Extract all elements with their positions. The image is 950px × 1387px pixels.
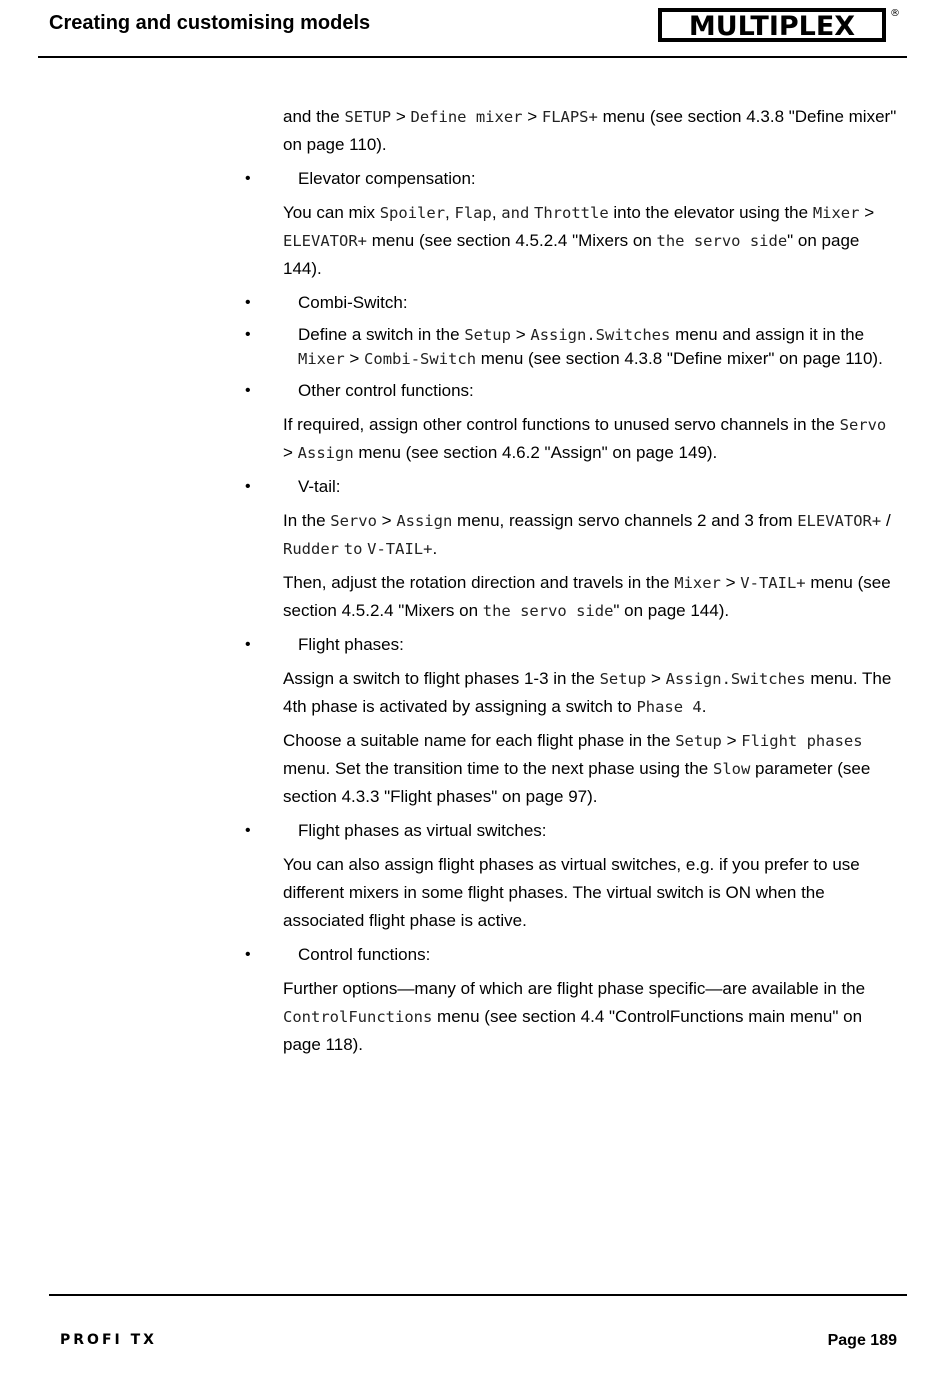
page-content xyxy=(245,103,900,1065)
paragraph-vtail-adjust: Then, adjust the rotation direction and travels in the Mixer > V-TAIL+ menu (see section 4.5.2.4 "Mixers on the servo side" on page 144). xyxy=(283,573,891,620)
bullet-virtual-switches: • Flight phases as virtual switches: xyxy=(283,817,900,845)
bullet-control-functions: • Control functions: xyxy=(283,941,900,969)
bullet-combi-switch: • Combi-Switch: xyxy=(283,289,900,317)
paragraph-elevator-mix: You can mix Spoiler, Flap, and Throttle into the elevator using the Mixer > ELEVATOR+ menu (see section 4.5.2.4 "Mixers on the servo side" on page 144). xyxy=(283,203,875,278)
paragraph-virtual-switches: You can also assign flight phases as virtual switches, e.g. if you prefer to use different mixers in some flight phases. The virtual switch is ON when the associated flight phase is active. xyxy=(283,855,860,930)
paragraph-phase-name: Choose a suitable name for each flight phase in the Setup > Flight phases menu. Set the transition time to the next phase using the Slow parameter (see section 4.3.3 "Flight phases" on page 97). xyxy=(283,731,871,806)
bullet-other-control-functions: • Other control functions: xyxy=(283,377,900,405)
paragraph-vtail-assign: In the Servo > Assign menu, reassign servo channels 2 and 3 from ELEVATOR+ / Rudder to V-TAIL+. xyxy=(283,511,891,558)
page-number: Page 189 xyxy=(827,1332,897,1349)
footer-rule xyxy=(49,1294,907,1296)
bullet-dot: • xyxy=(245,478,251,495)
logo-text: MULTIPLEX xyxy=(688,11,856,42)
bullet-flight-phases: • Flight phases: xyxy=(283,631,900,659)
bullet-dot: • xyxy=(245,946,251,963)
bullet-dot: • xyxy=(245,170,251,187)
bullet-dot: • xyxy=(245,822,251,839)
paragraph-assign-other: If required, assign other control functions to unused servo channels in the Servo > Assign menu (see section 4.6.2 "Assign" on page 149). xyxy=(283,415,887,462)
header-title: Creating and customising models xyxy=(49,12,371,34)
bullet-v-tail: • V-tail: xyxy=(283,473,900,501)
footer-product: PROFI TX xyxy=(60,1332,157,1348)
bullet-dot: • xyxy=(245,294,251,311)
bullet-dot: • xyxy=(245,636,251,653)
bullet-define-switch: • Define a switch in the Setup > Assign.Switches menu and assign it in the Mixer > Combi-Switch menu (see section 4.3.8 "Define mixer" on page 110). xyxy=(245,325,883,368)
paragraph-phase-switch: Assign a switch to flight phases 1-3 in the Setup > Assign.Switches menu. The 4th phase is activated by assigning a switch to Phase 4. xyxy=(283,669,892,716)
multiplex-logo xyxy=(656,4,898,44)
bullet-elevator-compensation: • Elevator compensation: xyxy=(283,165,900,193)
paragraph-flaps: and the SETUP > Define mixer > FLAPS+ menu (see section 4.3.8 "Define mixer" on page 110). xyxy=(283,107,897,154)
header-rule xyxy=(38,56,907,58)
paragraph-control-functions: Further options—many of which are flight phase specific—are available in the ControlFunctions menu (see section 4.4 "ControlFunctions main menu" on page 118). xyxy=(283,979,866,1054)
bullet-dot: • xyxy=(245,382,251,399)
registered-mark: ® xyxy=(890,8,900,19)
bullet-dot: • xyxy=(245,326,251,343)
